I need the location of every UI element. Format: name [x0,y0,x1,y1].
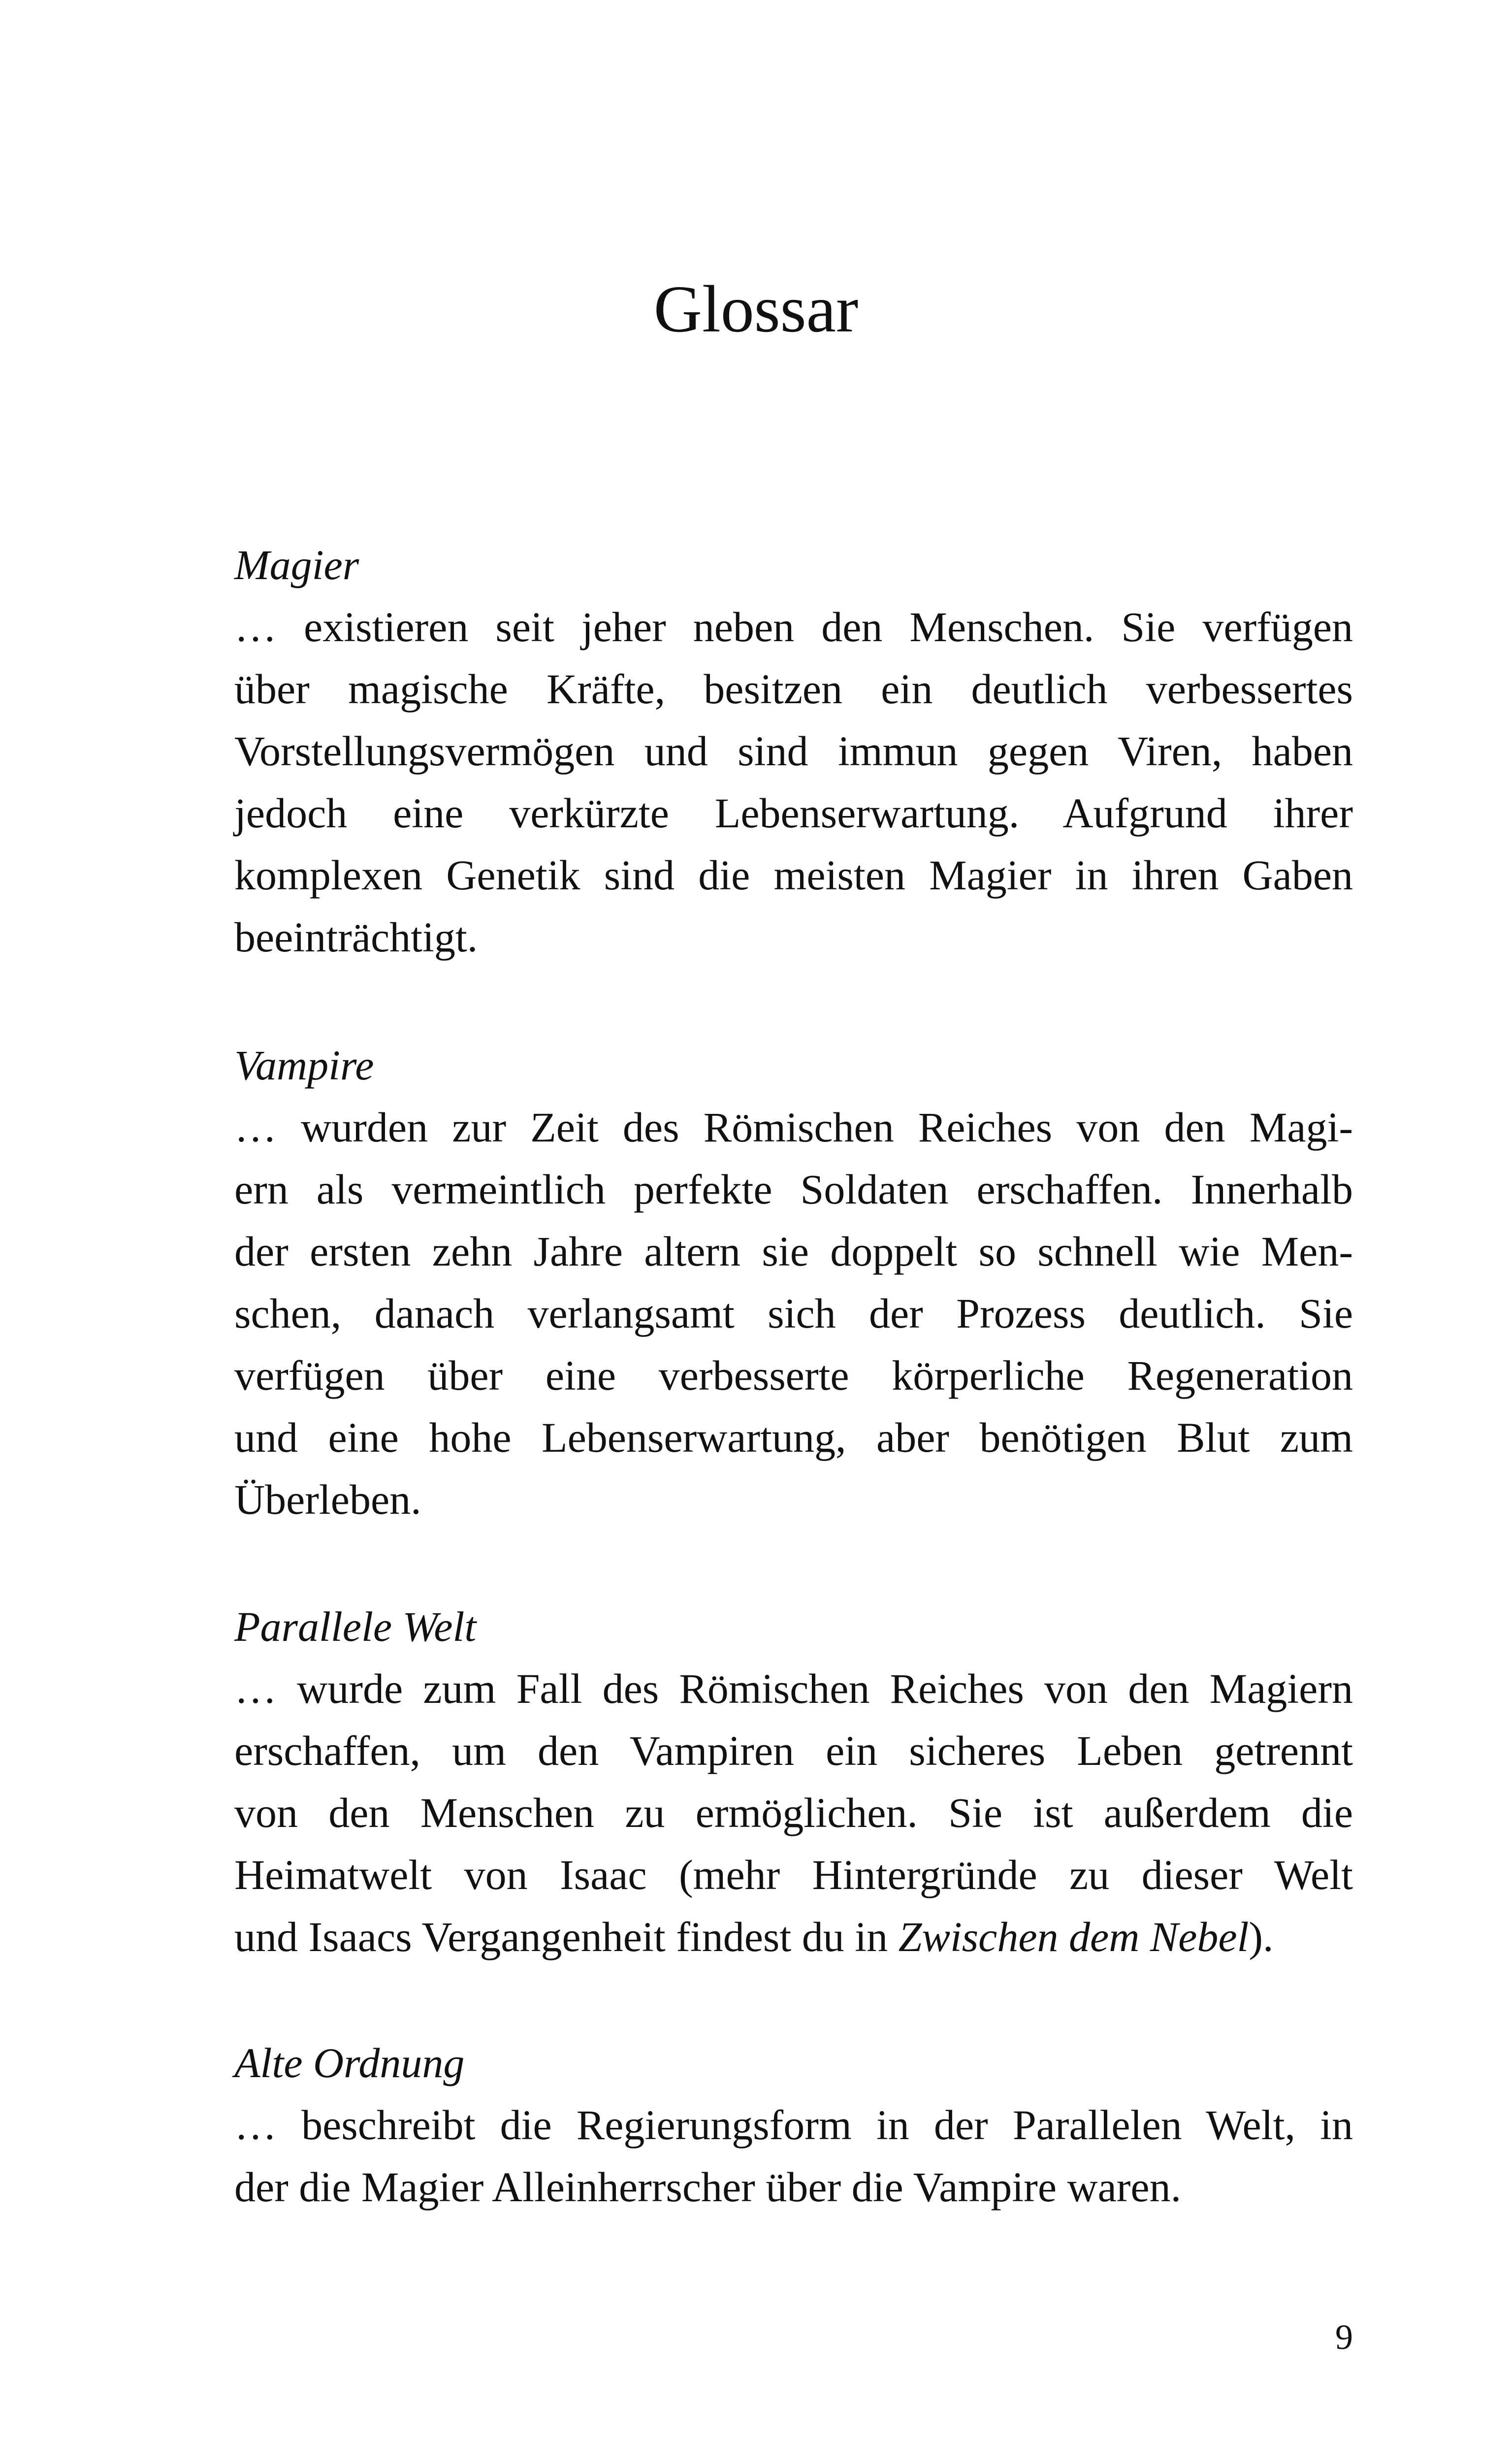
line-text: und Isaacs Vergangenheit findest du in [234,1913,899,1960]
definition-line: und eine hohe Lebenserwartung, aber benötigen Blut zum [234,1414,1353,1461]
glossary-term: Parallele Welt [234,1603,477,1650]
definition-line: … existieren seit jeher neben den Menschen. Sie verfügen [234,603,1353,651]
definition-line: Überleben. [234,1476,421,1523]
definition-line: erschaffen, um den Vampiren ein sicheres Leben getrennt [234,1727,1353,1774]
definition-line: der die Magier Alleinherrscher über die Vampire waren. [234,2163,1182,2211]
definition-line: komplexen Genetik sind die meisten Magier in ihren Gaben [234,851,1353,899]
definition-line: von den Menschen zu ermöglichen. Sie ist außerdem die [234,1789,1353,1836]
definition-line: beeinträchtigt. [234,913,478,961]
glossary-entry-vampire [234,1034,1353,1531]
definition-line-with-title [234,1906,1353,1968]
glossary-entry-magier [234,534,1353,968]
definition-line: der ersten zehn Jahre altern sie doppelt so schnell wie Men- [234,1228,1353,1275]
definition-line: … wurde zum Fall des Römischen Reiches von den Magiern [234,1665,1353,1712]
definition-line: Vorstellungsvermögen und sind immun gegen Viren, haben [234,727,1353,775]
definition-line: über magische Kräfte, besitzen ein deutlich verbessertes [234,665,1353,713]
definition-line: … wurden zur Zeit des Römischen Reiches von den Magi- [234,1104,1353,1151]
definition-line: jedoch eine verkürzte Lebenserwartung. Aufgrund ihrer [234,789,1353,837]
glossary-entry-alte-ordnung [234,2032,1353,2218]
glossary-term: Alte Ordnung [234,2039,465,2086]
definition-line: schen, danach verlangsamt sich der Prozess deutlich. Sie [234,1290,1353,1337]
definition-line: Heimatwelt von Isaac (mehr Hintergründe zu dieser Welt [234,1851,1353,1898]
definition-line: … beschreibt die Regierungsform in der Parallelen Welt, in [234,2101,1353,2149]
definition-line: verfügen über eine verbesserte körperliche Regeneration [234,1352,1353,1399]
line-text: ). [1249,1913,1274,1960]
page-number: 9 [1335,2317,1353,2357]
glossary-entry-parallele-welt [234,1596,1353,1968]
glossary-term: Vampire [234,1042,374,1089]
definition-line: ern als vermeintlich perfekte Soldaten erschaffen. Innerhalb [234,1166,1353,1213]
glossary-term: Magier [234,541,359,588]
book-title-reference: Zwischen dem Nebel [898,1913,1249,1960]
page-title: Glossar [653,272,859,346]
